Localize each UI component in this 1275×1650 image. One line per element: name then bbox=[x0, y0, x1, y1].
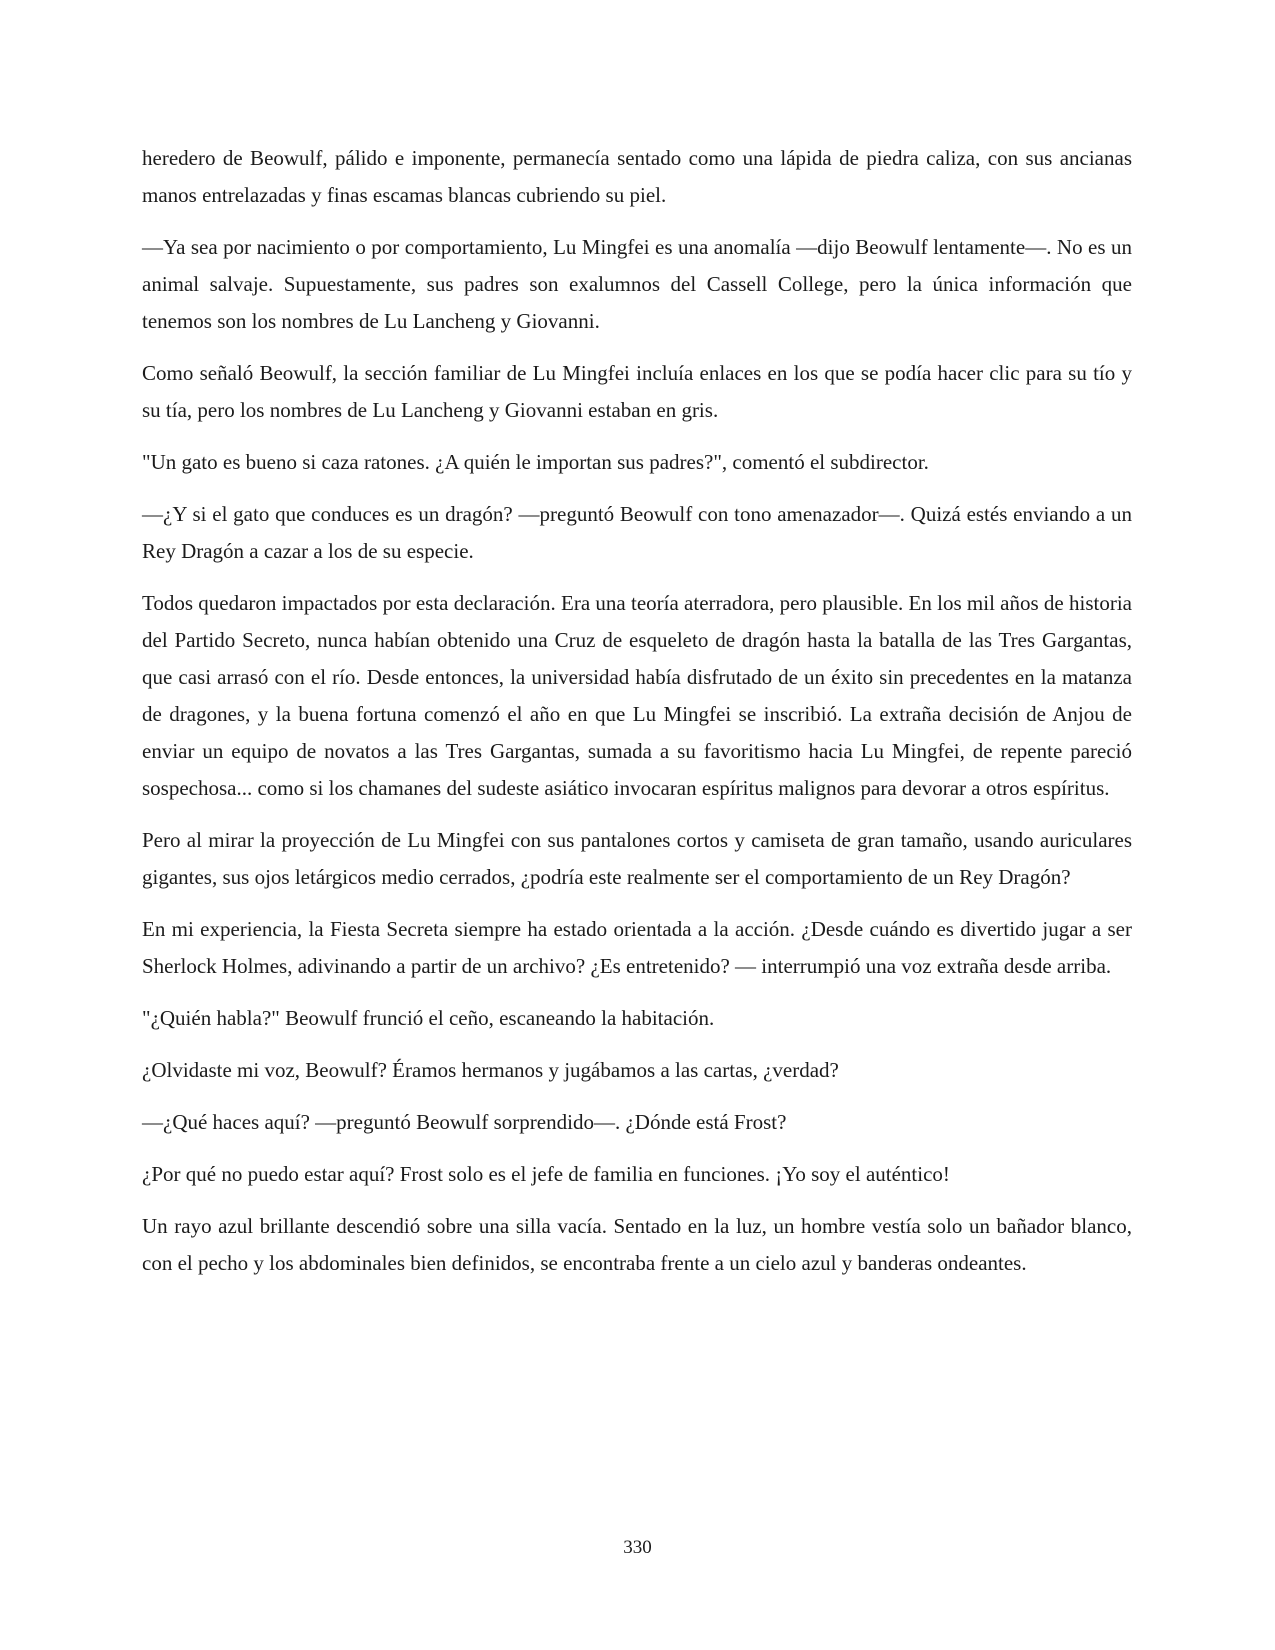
page-number: 330 bbox=[623, 1537, 652, 1558]
paragraph: Un rayo azul brillante descendió sobre una silla vacía. Sentado en la luz, un hombre vestía solo un bañador blanco, con el pecho y los abdominales bien definidos, se encontraba frente a un cielo azul y banderas ondeantes. bbox=[142, 1214, 1132, 1275]
paragraph: ¿Por qué no puedo estar aquí? Frost solo es el jefe de familia en funciones. ¡Yo soy el auténtico! bbox=[142, 1162, 950, 1186]
paragraph: Todos quedaron impactados por esta declaración. Era una teoría aterradora, pero plausible. En los mil años de historia del Partido Secreto, nunca habían obtenido una Cruz de esqueleto de dragón hasta la batalla de las Tres Gargantas, que casi arrasó con el río. Desde entonces, la universidad había disfrutado de un éxito sin precedentes en la matanza de dragones, y la buena fortuna comenzó el año en que Lu Mingfei se inscribió. La extraña decisión de Anjou de enviar un equipo de novatos a las Tres Gargantas, sumada a su favoritismo hacia Lu Mingfei, de repente pareció sospechosa... como si los chamanes del sudeste asiático invocaran espíritus malignos para devorar a otros espíritus. bbox=[142, 591, 1132, 800]
paragraph: ¿Olvidaste mi voz, Beowulf? Éramos hermanos y jugábamos a las cartas, ¿verdad? bbox=[142, 1058, 839, 1082]
paragraph: Pero al mirar la proyección de Lu Mingfei con sus pantalones cortos y camiseta de gran tamaño, usando auriculares gigantes, sus ojos letárgicos medio cerrados, ¿podría este realmente ser el comportamiento de un Rey Dragón? bbox=[142, 828, 1132, 889]
paragraph: —¿Qué haces aquí? —preguntó Beowulf sorprendido—. ¿Dónde está Frost? bbox=[142, 1110, 787, 1134]
paragraph: —Ya sea por nacimiento o por comportamiento, Lu Mingfei es una anomalía —dijo Beowulf lentamente—. No es un animal salvaje. Supuestamente, sus padres son exalumnos del Cassell College, pero la única información que tenemos son los nombres de Lu Lancheng y Giovanni. bbox=[142, 235, 1132, 333]
paragraph: "Un gato es bueno si caza ratones. ¿A quién le importan sus padres?", comentó el subdirector. bbox=[142, 450, 929, 474]
paragraph: Como señaló Beowulf, la sección familiar de Lu Mingfei incluía enlaces en los que se podía hacer clic para su tío y su tía, pero los nombres de Lu Lancheng y Giovanni estaban en gris. bbox=[142, 361, 1132, 422]
text-block bbox=[142, 140, 1132, 1297]
paragraph: En mi experiencia, la Fiesta Secreta siempre ha estado orientada a la acción. ¿Desde cuándo es divertido jugar a ser Sherlock Holmes, adivinando a partir de un archivo? ¿Es entretenido? — interrumpió una voz extraña desde arriba. bbox=[142, 917, 1132, 978]
paragraph: —¿Y si el gato que conduces es un dragón? —preguntó Beowulf con tono amenazador—. Quizá estés enviando a un Rey Dragón a cazar a los de su especie. bbox=[142, 502, 1132, 563]
paragraph: heredero de Beowulf, pálido e imponente, permanecía sentado como una lápida de piedra caliza, con sus ancianas manos entrelazadas y finas escamas blancas cubriendo su piel. bbox=[142, 146, 1132, 207]
paragraph: "¿Quién habla?" Beowulf frunció el ceño, escaneando la habitación. bbox=[142, 1006, 715, 1030]
